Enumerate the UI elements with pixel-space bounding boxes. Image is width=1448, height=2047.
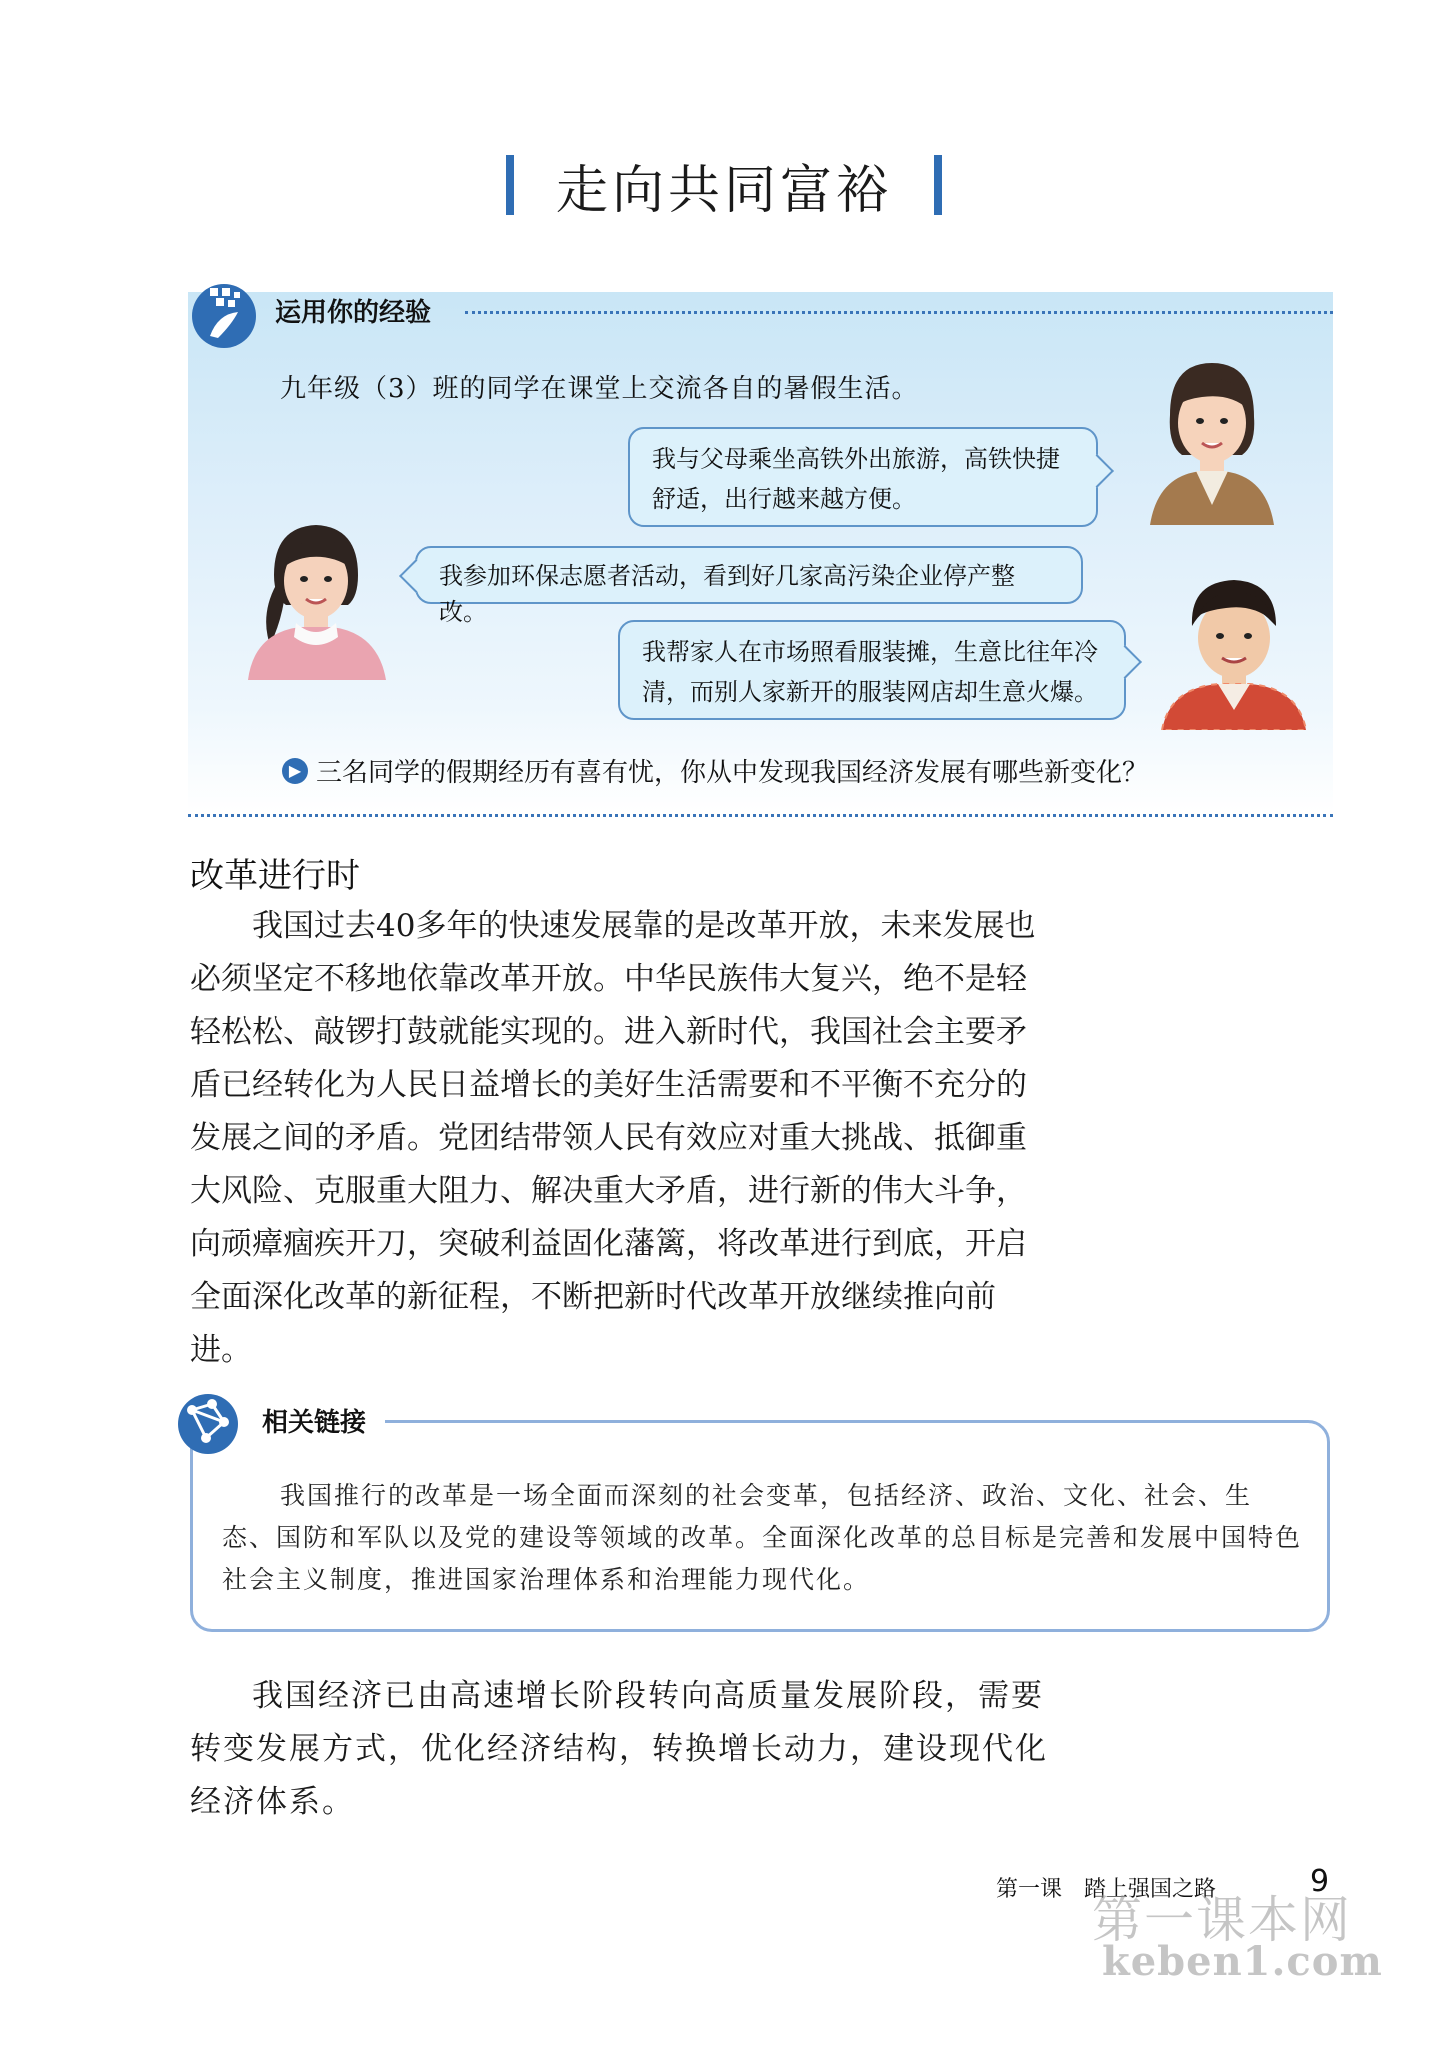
watermark-line-2: keben1.com <box>1102 1938 1383 1985</box>
speech-bubble-text: 我帮家人在市场照看服装摊，生意比往年冷清，而别人家新开的服装网店却生意火爆。 <box>642 638 1098 706</box>
experience-bottom-divider <box>188 814 1333 817</box>
speech-bubble-text: 我参加环保志愿者活动，看到好几家高污染企业停产整改。 <box>439 562 1015 626</box>
student-boy-illustration <box>1148 560 1318 730</box>
title-right-bar <box>934 155 942 215</box>
related-link-paragraph: 我国推行的改革是一场全面而深刻的社会变革，包括经济、政治、文化、社会、生态、国防和军队以及党的建设等领域的改革。全面深化改革的总目标是完善和发展中国特色社会主义制度，推进国家治理体系和治理能力现代化。 <box>222 1481 1303 1594</box>
economy-paragraph-text: 我国经济已由高速增长阶段转向高质量发展阶段，需要转变发展方式，优化经济结构，转换增长动力，建设现代化经济体系。 <box>190 1678 1048 1820</box>
section-paragraph <box>190 900 1050 1377</box>
student-girl-ponytail-illustration <box>240 505 395 680</box>
footer-lesson-title: 第一课 踏上强国之路 <box>996 1877 1217 1902</box>
experience-intro: 九年级（3）班的同学在课堂上交流各自的暑假生活。 <box>280 374 919 404</box>
arrow-right-icon: ▶ <box>282 758 308 784</box>
experience-top-divider <box>465 311 1333 314</box>
related-link-text <box>222 1475 1302 1601</box>
experience-icon <box>188 278 260 350</box>
speech-bubble-text: 我与父母乘坐高铁外出旅游，高铁快捷舒适，出行越来越方便。 <box>652 445 1060 513</box>
watermark-line-1: 第一课本网 <box>1092 1891 1352 1949</box>
section-heading: 改革进行时 <box>190 856 360 896</box>
question-text: 三名同学的假期经历有喜有忧，你从中发现我国经济发展有哪些新变化？ <box>316 758 1149 788</box>
page-number: 9 <box>1310 1864 1330 1899</box>
experience-heading: 运用你的经验 <box>275 298 432 328</box>
speech-bubble-2 <box>415 546 1083 626</box>
title-left-bar <box>506 155 514 215</box>
page-title: 走向共同富裕 <box>555 160 892 221</box>
economy-paragraph <box>190 1670 1050 1829</box>
network-link-icon <box>172 1386 242 1456</box>
experience-question <box>282 752 1148 789</box>
section-paragraph-text: 我国过去40多年的快速发展靠的是改革开放，未来发展也必须坚定不移地依靠改革开放。中华民族伟大复兴，绝不是轻轻松松、敲锣打鼓就能实现的。进入新时代，我国社会主要矛盾已经转化为人民日益增长的美好生活需要和不平衡不充分的发展之间的矛盾。党团结带领人民有效应对重大挑战、抵御重大风险、克服重大阻力、解决重大矛盾，进行新的伟大斗争，向顽瘴痼疾开刀，突破利益固化藩篱，将改革进行到底，开启全面深化改革的新征程，不断把新时代改革开放继续推向前进。 <box>190 908 1036 1368</box>
page-title-block <box>0 150 1448 220</box>
speech-bubble-1 <box>628 427 1098 527</box>
related-link-heading: 相关链接 <box>262 1408 367 1438</box>
speech-bubble-3 <box>618 620 1126 720</box>
student-girl-short-hair-illustration <box>1130 345 1290 525</box>
